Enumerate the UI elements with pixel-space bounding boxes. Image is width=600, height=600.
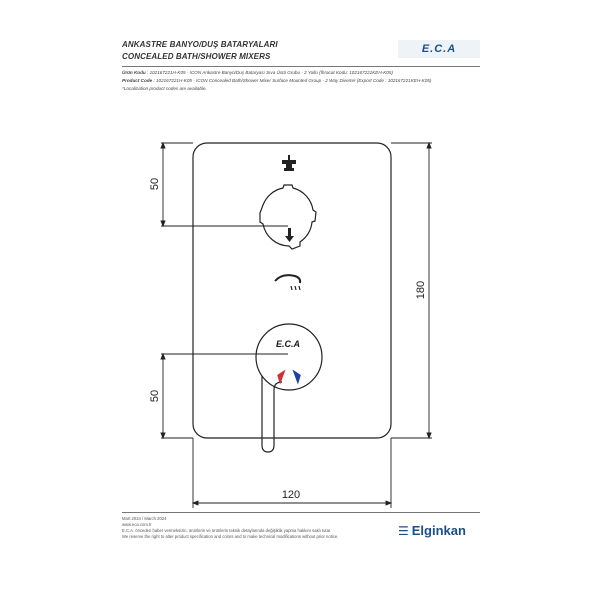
title-turkish: ANKASTRE BANYO/DUŞ BATARYALARI	[122, 40, 278, 49]
dimension-top-50	[161, 143, 288, 226]
product-code-tr-label: Ürün Kodu	[122, 70, 146, 75]
title-english: CONCEALED BATH/SHOWER MIXERS	[122, 52, 271, 61]
arrow-down-icon	[285, 228, 294, 242]
dim-height-value: 180	[415, 280, 427, 300]
hot-indicator-icon	[274, 367, 285, 384]
product-code-en-text: : 102167221H-K05 - ICON Concealed Bath/Shower Mixer Surface Mounted Group - 2 Way Diverter (Export Code : 102167221KEH-K05)	[153, 78, 432, 83]
footer-note-en: We reserve the right to alter product specification and colors and to make technical modifications without prior notice.	[122, 534, 339, 539]
footer-url: www.eca.com.tr	[122, 522, 152, 527]
elginkan-logo	[398, 523, 466, 538]
cold-indicator-icon	[292, 367, 303, 384]
elginkan-brand-text: Elginkan	[411, 523, 466, 538]
cover-plate	[193, 143, 391, 438]
dimension-bottom-50	[161, 354, 288, 438]
bath-spout-icon	[282, 155, 296, 171]
product-code-en-label: Product Code	[122, 78, 153, 83]
hand-shower-icon	[275, 275, 300, 290]
footer-date: Mart 2024 / March 2024	[122, 516, 167, 521]
dim-width-value: 120	[281, 489, 301, 501]
product-code-tr-text: : 102167221H-K05 - ICON Ankastre Banyo/Duş Bataryası Sıva Üstü Grubu - 2 Yollu (İhracat Kodu: 102167221KEH-K05)	[147, 70, 393, 75]
eca-logo-text: E.C.A	[421, 43, 457, 55]
footer-note-tr: E.C.A. önceden haber vermeksizin, ürünlerin ve ürünlerin teknik detaylarında değişiklik yapma hakkını saklı tutar.	[122, 528, 332, 533]
elginkan-mark-icon: ☰	[398, 523, 409, 538]
dim-top-value: 50	[149, 177, 161, 191]
localization-note: *Localization product codes are available.	[122, 86, 207, 91]
lever-logo: E.C.A	[275, 339, 301, 349]
dim-bottom-value: 50	[149, 389, 161, 403]
footer-divider	[122, 512, 480, 513]
